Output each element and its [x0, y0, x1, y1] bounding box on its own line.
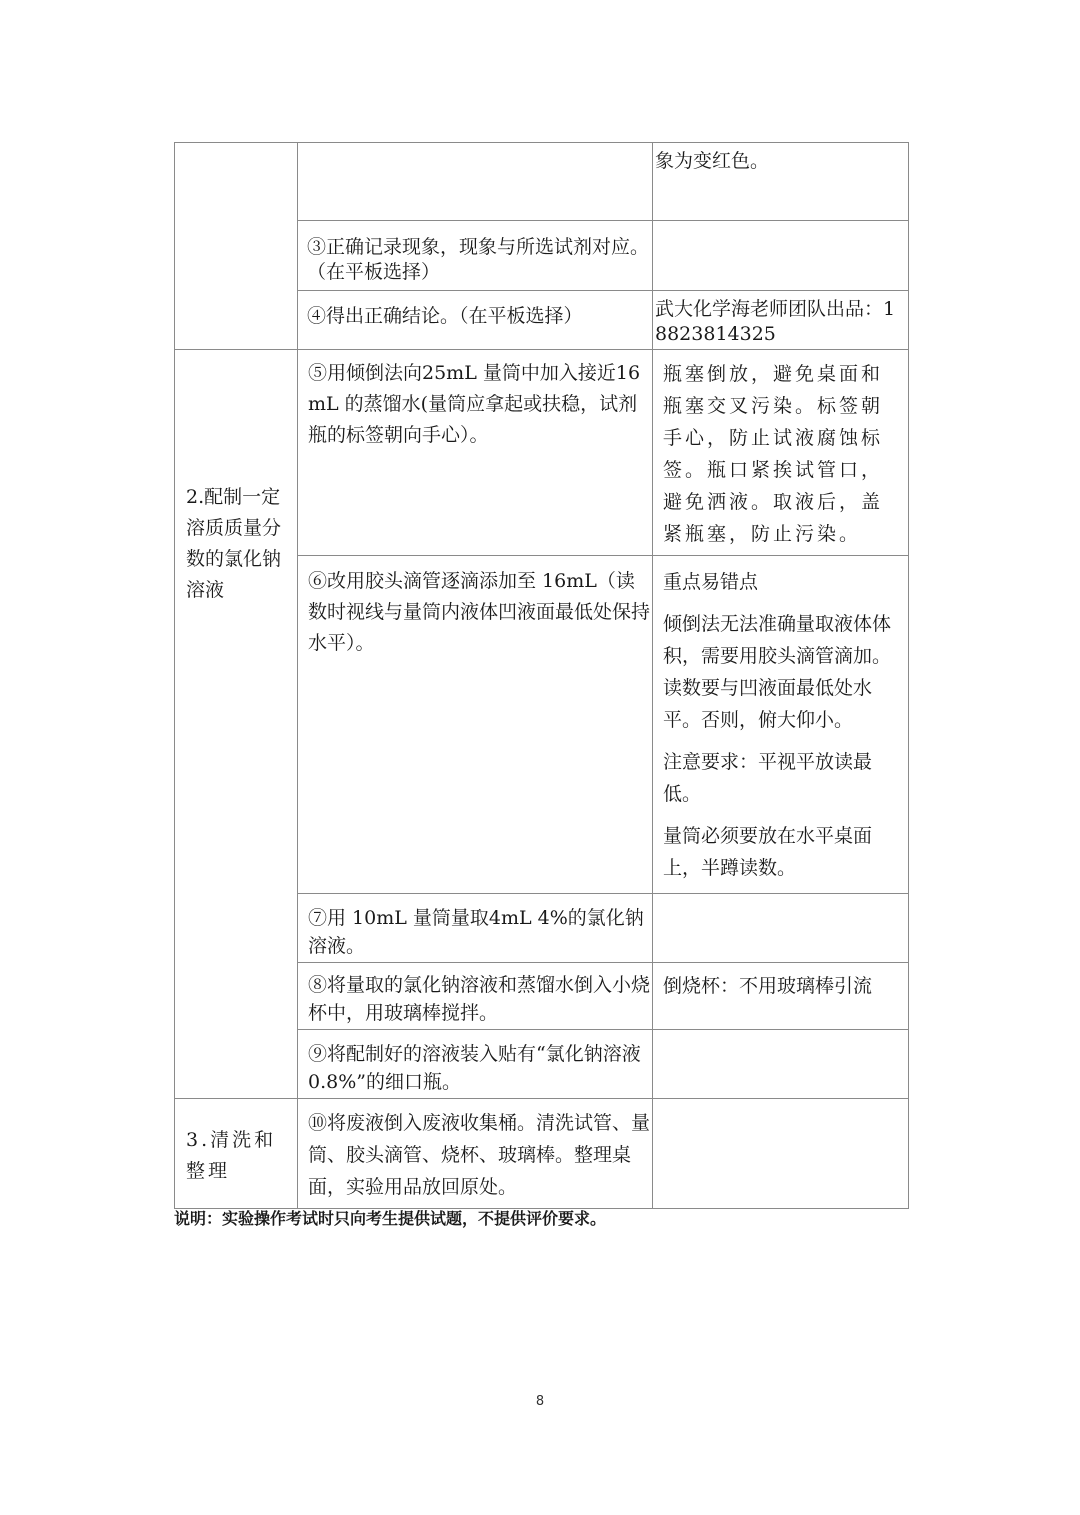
section-title: 3.清洗和整理	[186, 1129, 277, 1182]
step-cell: ⑥改用胶头滴管逐滴添加至 16mL（读数时视线与量筒内液体凹液面最低处保持水平）。	[298, 556, 653, 894]
section-label-3	[175, 1099, 298, 1209]
step-cell: ③正确记录现象，现象与所选试剂对应。（在平板选择）	[298, 221, 653, 291]
table-row	[175, 1099, 909, 1209]
step-cell: ⑦用 10mL 量筒量取4mL 4%的氯化钠溶液。	[298, 894, 653, 963]
note-paragraph: 倾倒法无法准确量取液体体积，需要用胶头滴管滴加。读数要与凹液面最低处水平。否则，俯大仰小。	[663, 613, 892, 731]
step-cell: ④得出正确结论。（在平板选择）	[298, 291, 653, 350]
note-cell: 象为变红色。	[653, 143, 909, 221]
page-number: 8	[535, 1394, 545, 1409]
exam-table	[174, 142, 909, 1209]
section-title: 2.配制一定溶质质量分数的氯化钠溶液	[186, 486, 282, 601]
note-paragraph: 注意要求：平视平放读最低。	[663, 751, 873, 805]
step-cell	[298, 143, 653, 221]
note-cell	[653, 556, 909, 894]
step-cell: ⑨将配制好的溶液装入贴有“氯化钠溶液0.8%”的细口瓶。	[298, 1030, 653, 1099]
note-cell	[653, 1099, 909, 1209]
footer-note: 说明：实验操作考试时只向考生提供试题，不提供评价要求。	[174, 1209, 607, 1228]
step-cell: ⑤用倾倒法向25mL 量筒中加入接近16mL 的蒸馏水(量筒应拿起或扶稳，试剂瓶的标签朝向手心）。	[298, 350, 653, 556]
section-label-2	[175, 350, 298, 1099]
note-cell: 倒烧杯：不用玻璃棒引流	[653, 963, 909, 1030]
note-cell	[653, 1030, 909, 1099]
section-cell-continued	[175, 143, 298, 350]
note-cell	[653, 221, 909, 291]
step-cell: ⑩将废液倒入废液收集桶。清洗试管、量筒、胶头滴管、烧杯、玻璃棒。整理桌面，实验用品放回原处。	[298, 1099, 653, 1209]
note-paragraph: 重点易错点	[663, 571, 759, 593]
table-row	[175, 143, 909, 221]
note-cell: 瓶塞倒放，避免桌面和瓶塞交叉污染。标签朝手心，防止试液腐蚀标签。瓶口紧挨试管口，避免洒液。取液后，盖紧瓶塞，防止污染。	[653, 350, 909, 556]
table-row	[175, 350, 909, 556]
step-cell: ⑧将量取的氯化钠溶液和蒸馏水倒入小烧杯中，用玻璃棒搅拌。	[298, 963, 653, 1030]
note-cell	[653, 894, 909, 963]
note-cell: 武大化学海老师团队出品：18823814325	[653, 291, 909, 350]
note-paragraph: 量筒必须要放在水平桌面上，半蹲读数。	[663, 825, 873, 879]
